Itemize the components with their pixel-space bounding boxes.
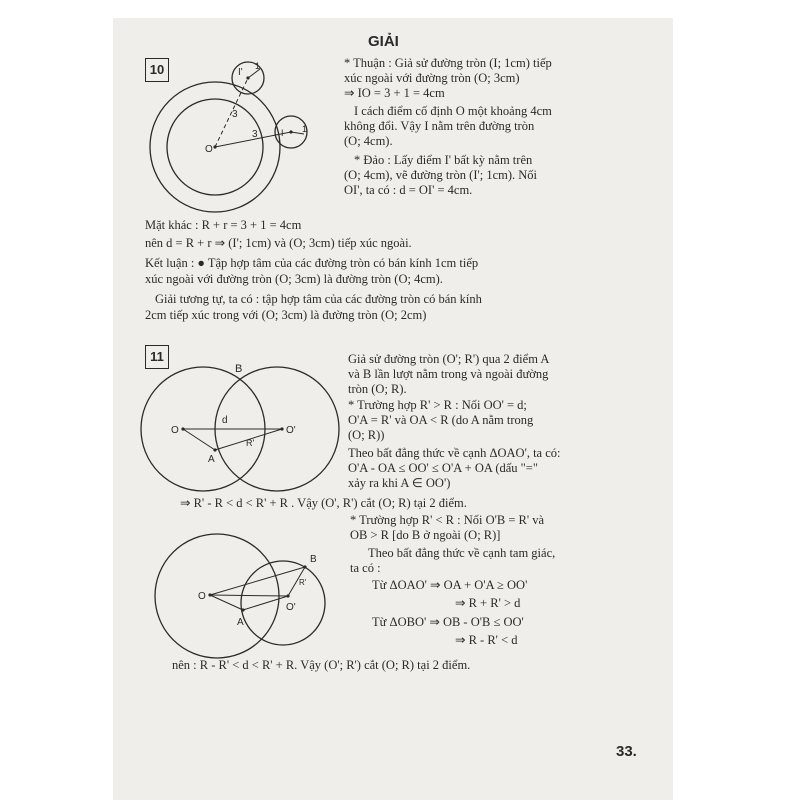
label-i-prime: I' xyxy=(238,67,243,78)
p10-line: Mặt khác : R + r = 3 + 1 = 4cm xyxy=(145,218,302,232)
p10-line: xúc ngoài với đường tròn (O; 3cm) là đường tròn (O; 4cm). xyxy=(145,272,443,286)
label-r1-right: 1 xyxy=(302,124,308,134)
label-b: B xyxy=(310,554,317,565)
p11-line: * Trường hợp R' < R : Nối O'B = R' và xyxy=(350,513,545,527)
p11-line: ⇒ R - R' < d xyxy=(455,633,518,647)
p10-line: (O; 4cm). xyxy=(344,134,393,148)
label-o: O xyxy=(205,144,213,155)
p10-line: I cách điểm cố định O một khoảng 4cm xyxy=(354,104,552,118)
solution-heading: GIẢI xyxy=(368,33,399,50)
p11-line: Theo bất đẳng thức về cạnh ΔOAO', ta có: xyxy=(348,446,561,460)
p10-line: * Đảo : Lấy điểm I' bất kỳ nằm trên xyxy=(354,153,533,167)
p11-line: O'A = R' và OA < R (do A nằm trong xyxy=(348,413,534,427)
label-o-prime: O' xyxy=(286,602,296,613)
p11-line: OB > R [do B ở ngoài (O; R)] xyxy=(350,528,501,542)
p11-line: O'A - OA ≤ OO' ≤ O'A + OA (dấu "=" xyxy=(348,461,538,475)
label-r-prime: R' xyxy=(299,578,307,587)
label-o: O xyxy=(198,591,206,602)
p10-line: xúc ngoài với đường tròn (O; 3cm) xyxy=(344,71,520,85)
p11-line: ta có : xyxy=(350,561,381,575)
p10-line: không đổi. Vậy I nằm trên đường tròn xyxy=(344,119,535,133)
label-a: A xyxy=(208,454,215,465)
label-r1-top: 1 xyxy=(255,61,261,71)
p10-line: nên d = R + r ⇒ (I'; 1cm) và (O; 3cm) tiếp xúc ngoài. xyxy=(145,236,412,250)
label-three-a: 3 xyxy=(232,109,238,120)
p10-line: * Thuận : Giả sử đường tròn (I; 1cm) tiếp xyxy=(344,56,552,70)
p11-line: xảy ra khi A ∈ OO') xyxy=(348,476,451,490)
p11-line: * Trường hợp R' > R : Nối OO' = d; xyxy=(348,398,527,412)
p11-line: nên : R - R' < d < R' + R. Vậy (O'; R') cắt (O; R) tại 2 điểm. xyxy=(172,658,471,672)
label-o: O xyxy=(171,425,179,436)
label-b: B xyxy=(235,363,243,375)
p10-line: Giải tương tự, ta có : tập hợp tâm của các đường tròn có bán kính xyxy=(155,292,482,306)
p11-line: Từ ΔOBO' ⇒ OB - O'B ≤ OO' xyxy=(372,615,524,629)
problem-11-figure-2 xyxy=(155,530,335,670)
label-r-prime: R' xyxy=(246,438,255,448)
problem-10-figure xyxy=(150,55,320,205)
problem-11-number: 11 xyxy=(145,345,169,369)
problem-10-number: 10 xyxy=(145,58,169,82)
p10-line: ⇒ IO = 3 + 1 = 4cm xyxy=(344,86,445,100)
problem-11-figure-1 xyxy=(140,360,340,495)
label-d: d xyxy=(222,415,228,426)
p10-line: OI', ta có : d = OI' = 4cm. xyxy=(344,183,473,197)
p11-line: ⇒ R + R' > d xyxy=(455,596,521,610)
p11-line: ⇒ R' - R < d < R' + R . Vậy (O', R') cắt (O; R) tại 2 điểm. xyxy=(180,496,467,510)
p10-line: 2cm tiếp xúc trong với (O; 3cm) là đường tròn (O; 2cm) xyxy=(145,308,427,322)
p11-line: Theo bất đẳng thức về cạnh tam giác, xyxy=(368,546,556,560)
p11-line: Giả sử đường tròn (O'; R') qua 2 điểm A xyxy=(348,352,550,366)
p10-line: (O; 4cm), vẽ đường tròn (I'; 1cm). Nối xyxy=(344,168,538,182)
label-a: A xyxy=(237,617,244,628)
p10-line: Kết luận : ● Tập hợp tâm của các đường tròn có bán kính 1cm tiếp xyxy=(145,256,479,270)
label-three-b: 3 xyxy=(252,129,258,140)
label-o-prime: O' xyxy=(286,425,296,436)
p11-line: Từ ΔOAO' ⇒ OA + O'A ≥ OO' xyxy=(372,578,528,592)
p11-line: và B lần lượt nằm trong và ngoài đường xyxy=(348,367,549,381)
p11-line: (O; R)) xyxy=(348,428,385,442)
p11-line: tròn (O; R). xyxy=(348,382,407,396)
page-number: 33. xyxy=(616,743,637,760)
label-i: I xyxy=(281,128,284,138)
